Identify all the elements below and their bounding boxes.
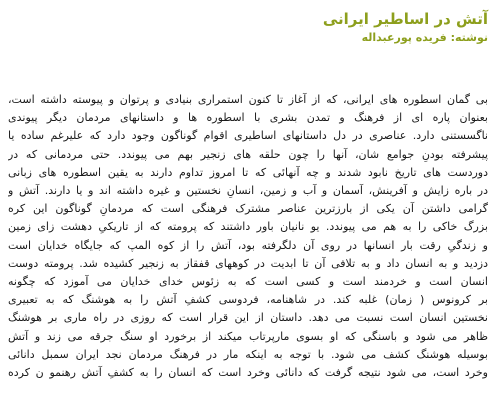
body-line: ظاهر می شود و باسنگی که او بسوی مارپرتاب میکند از برخورد او سنگ جرقه می زند و آتش xyxy=(8,329,488,343)
article-title: آتش در اساطیر ایرانی xyxy=(322,10,488,28)
body-line: نخستین انسان است نسبت می دهد. داستان از این قرار است که روزی در راه ماری بر هوشنگ xyxy=(8,311,488,325)
body-line: گرامی داشتن آن یکی از بارزترین عناصر مشترک فرهنگی است که مردمانِ گوناگون این کره xyxy=(8,202,488,216)
body-line: بزرگ خاکی را به هم می پیوندد. یو نانیان باور داشتند که پرومته که از تاریکیِ دهشت زای زمین xyxy=(8,220,488,234)
body-line: پیشرفته بودنِ جوامع شان، آنها را چون حلقه های زنجیر بهم می پیوندد. حتی مردمانی که در xyxy=(8,147,488,161)
body-line: بعنوان پاره ای از فرهنگ و تمدن بشری با اسطوره ها و داستانهای مردمان دیگر پیوندی xyxy=(8,111,488,125)
body-line: بوسیله هوشنگ کشف می شود. با توجه به اینکه مار در فرهنگ مردمان نجد ایران سمبل دانائی xyxy=(8,347,488,361)
body-line: بی گمان اسطوره های ایرانی، که از آغاز تا کنون استمراری بنیادی و پرتوان و پیوسته داشته است، xyxy=(8,93,488,106)
body-line: وخرد است، می شود نتیجه گرفت که دانائی وخرد است که انسان را به کشفِ آتش رهنمو ن کرده xyxy=(8,366,488,380)
body-line: و زندگیِ رقت بار انسانها در روی آن دلگرفته بود، آتش را از کوه المپ که جایگاه خدایان است xyxy=(8,238,488,252)
body-line: انسان است و خردمند است و کسی است که به زئوس خدای خدایان می آموزد که چگونه xyxy=(8,275,488,289)
body-line: در باره زایش و آفرینش، آسمان و آب و زمین، انسانِ نخستین و غیره داشته اند و یا دارند. آتش و xyxy=(8,184,488,198)
body-line: دزدید و به انسان داد و به تلافی آن تا ابدیت در کوههای قفقاز به زنجیر کشیده شد. پرومته دوست xyxy=(8,256,488,270)
body-line: دوردست های تاریخ نابود شدند و چه آنهائی که تا امروز تداوم دارند به یقین اسطوره های زبانی xyxy=(8,165,488,179)
body-line: ناگسستنی دارد. عناصری در دل داستانهای اساطیری اقوام گوناگون وجود دارد که علیرغم ساده یا xyxy=(8,129,488,143)
body-line: بر کرونوس ( زمان) غلبه کند. در شاهنامه، فردوسی کشفِ آتش را به هوشنگ که به تعبیری xyxy=(8,293,488,307)
article-author: نوشته: فریده پورعبداله xyxy=(361,31,488,44)
article-body xyxy=(8,45,488,382)
